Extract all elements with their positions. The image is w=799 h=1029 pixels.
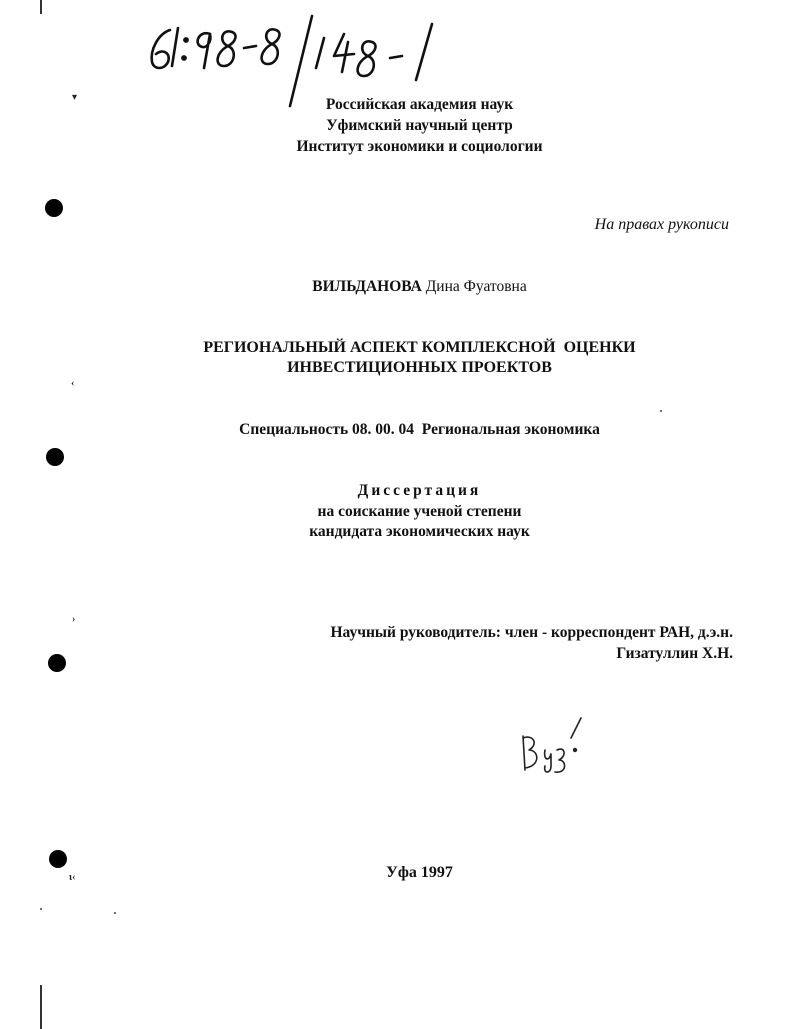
left-edge-line-top <box>40 0 42 14</box>
scan-speck-1 <box>114 912 116 914</box>
dissertation-title <box>0 338 799 378</box>
punch-hole-3 <box>48 654 66 672</box>
title-line-1: РЕГИОНАЛЬНЫЙ АСПЕКТ КОМПЛЕКСНОЙ ОЦЕНКИ <box>203 339 636 356</box>
scan-speck-2 <box>40 908 42 910</box>
scan-mark-4: ι‹ <box>69 872 76 883</box>
punch-hole-1 <box>45 199 63 217</box>
dissertation-label: Диссертация <box>357 482 482 499</box>
manuscript-rights-note: На правах рукописи <box>594 216 729 233</box>
punch-hole-2 <box>46 448 64 466</box>
author-given-names: Дина Фуатовна <box>425 278 527 295</box>
specialty-line: Специальность 08. 00. 04 Региональная экономика <box>239 421 600 438</box>
supervisor-name: Гизатуллин Х.Н. <box>616 645 733 662</box>
scan-mark-2: ‹ <box>71 378 75 389</box>
scan-mark-3: › <box>72 614 76 625</box>
left-edge-line-bottom <box>40 985 42 1029</box>
city-and-year: Уфа 1997 <box>386 864 453 881</box>
scan-speck-3 <box>660 410 662 412</box>
scan-mark-1: ▾ <box>72 92 78 103</box>
author-surname: ВИЛЬДАНОВА <box>312 278 422 295</box>
institute-name: Институт экономики и социологии <box>296 138 543 155</box>
dissertation-info <box>0 481 799 543</box>
author-name <box>0 278 799 296</box>
dissertation-degree-line: на соискание ученой степени <box>317 502 522 520</box>
center-name: Уфимский научный центр <box>326 117 513 134</box>
handwritten-catalog-number <box>140 8 470 108</box>
supervisor-signature <box>515 716 595 776</box>
title-line-2: ИНВЕСТИЦИОННЫХ ПРОЕКТОВ <box>287 359 552 376</box>
dissertation-field-line: кандидата экономических наук <box>309 523 530 540</box>
academy-name: Российская академия наук <box>325 96 514 113</box>
scientific-supervisor <box>330 622 733 664</box>
supervisor-title-line: Научный руководитель: член - корреспондент РАН, д.э.н. <box>330 624 733 641</box>
